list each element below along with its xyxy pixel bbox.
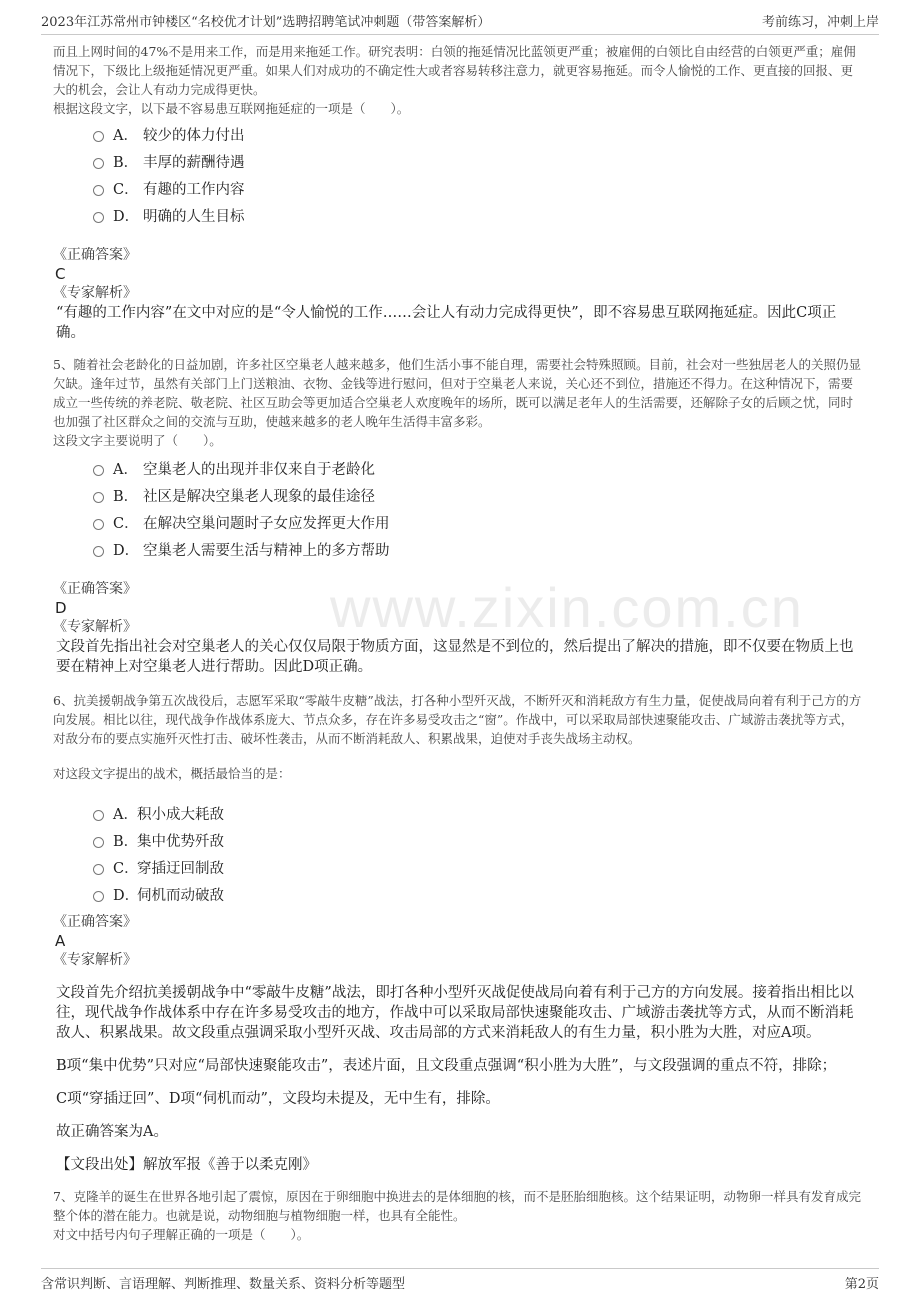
q5-ask: 这段文字主要说明了（ ）。 [53,433,222,448]
q4-option-d[interactable]: D． 明确的人生目标 [93,202,865,229]
q6-answer: A [55,932,66,950]
radio-icon[interactable] [93,492,104,503]
q4-answer: C [55,265,66,283]
radio-icon[interactable] [93,837,104,848]
q6-ask: 对这段文字提出的战术，概括最恰当的是： [53,766,291,781]
q5-option-d[interactable]: D． 空巢老人需要生活与精神上的多方帮助 [93,536,865,563]
q6-analysis-p3: C项“穿插迂回”、D项“伺机而动”，文段均未提及，无中生有，排除。 [56,1091,500,1107]
radio-icon[interactable] [93,465,104,476]
q6-source: 【文段出处】解放军报《善于以柔克刚》 [56,1157,317,1173]
q4-option-a[interactable]: A． 较少的体力付出 [93,121,865,148]
watermark: www.zixin.com.cn [330,576,804,639]
q5-option-a[interactable]: A． 空巢老人的出现并非仅来自于老龄化 [93,455,865,482]
q6-answer-label: 《正确答案》 [53,914,137,930]
q6-analysis-p2: B项“集中优势”只对应“局部快速聚能攻击”，表述片面，且文段重点强调“积小胜为大胜”，与文段强调的重点不符，排除； [56,1058,837,1074]
q6-analysis-label: 《专家解析》 [53,952,137,968]
page-header [41,8,879,35]
q6-option-b[interactable]: B． 集中优势歼敌 [93,827,865,854]
q4-option-c[interactable]: C． 有趣的工作内容 [93,175,865,202]
q4-ask: 根据这段文字，以下最不容易患互联网拖延症的一项是（ ）。 [53,101,410,116]
q7-ask: 对文中括号内句子理解正确的一项是（ ）。 [53,1227,310,1242]
radio-icon[interactable] [93,810,104,821]
q6-analysis-p1: 文段首先介绍抗美援朝战争中“零敲牛皮糖”战法，即打各种小型歼灭战促使战局向着有利于己方的方向发展。接着指出相比以往，现代战争作战体系中存在许多易受攻击的地方，作战中可以采取局部快速聚能攻击、广域游击袭扰等方式，从而不断消耗敌人、积累战果。故文段重点强调采取小型歼灭战、攻击局部的方式来消耗敌人的有生力量，积小胜为大胜，对应A项。 [56,985,854,1041]
radio-icon[interactable] [93,185,104,196]
q4-analysis-label: 《专家解析》 [53,285,137,301]
q5-answer: D [55,599,67,617]
radio-icon[interactable] [93,158,104,169]
q4-text: 而且上网时间的47%不是用来工作，而是用来拖延工作。研究表明：白领的拖延情况比蓝领更严重；被雇佣的白领比自由经营的白领更严重；雇佣情况下，下级比上级拖延情况更严重。如果人们对成功的不确定性大或者容易转移注意力，就更容易拖延。而令人愉悦的工作、更直接的回报、更大的机会，会让人有动力完成得更快。 [53,44,856,97]
footer-note: 含常识判断、言语理解、判断推理、数量关系、资料分析等题型 [41,1276,406,1292]
radio-icon[interactable] [93,864,104,875]
q6-option-c[interactable]: C． 穿插迂回制敌 [93,854,865,881]
page-content [53,42,865,1244]
q6-option-d[interactable]: D． 伺机而动破敌 [93,881,865,908]
q5-option-c[interactable]: C． 在解决空巢问题时子女应发挥更大作用 [93,509,865,536]
q5-answer-label: 《正确答案》 [53,581,137,597]
radio-icon[interactable] [93,131,104,142]
q5-option-b[interactable]: B． 社区是解决空巢老人现象的最佳途径 [93,482,865,509]
q6-text: 6、抗美援朝战争第五次战役后，志愿军采取“零敲牛皮糖”战法，打各种小型歼灭战，不断歼灭和消耗敌方有生力量，促使战局向着有利于己方的方向发展。相比以往，现代战争作战体系庞大、节点众多，存在许多易受攻击之“窗”。作战中，可以采取局部快速聚能攻击、广域游击袭扰等方式，对敌分布的要点实施歼灭性打击、破坏性袭击，从而不断消耗敌人、积累战果，迫使对手丧失战场主动权。 [53,693,862,746]
header-title: 2023年江苏常州市钟楼区“名校优才计划”选聘招聘笔试冲刺题（带答案解析） [41,15,491,30]
page-footer [41,1268,879,1293]
q4-analysis: “有趣的工作内容”在文中对应的是“令人愉悦的工作……会让人有动力完成得更快”，即不容易患互联网拖延症。因此C项正确。 [56,305,837,341]
q5-text: 5、随着社会老龄化的日益加剧，许多社区空巢老人越来越多，他们生活小事不能自理，需要社会特殊照顾。目前，社会对一些独居老人的关照仍显欠缺。逢年过节，虽然有关部门上门送粮油、衣物、金钱等进行慰问，但对于空巢老人来说，关心还不到位，措施还不得力。在这种情况下，需要成立一些传统的养老院、敬老院、社区互助会等更加适合空巢老人欢度晚年的场所，既可以满足老年人的生活需要，还解除子女的后顾之忧，同时也加强了社区群众之间的交流与互助，使越来越多的老人晚年生活得丰富多彩。 [53,357,861,429]
page-number: 第2页 [844,1276,879,1292]
q6-analysis-p4: 故正确答案为A。 [56,1124,168,1140]
q6-option-a[interactable]: A． 积小成大耗敌 [93,800,865,827]
q4-option-b[interactable]: B． 丰厚的薪酬待遇 [93,148,865,175]
radio-icon[interactable] [93,546,104,557]
radio-icon[interactable] [93,212,104,223]
header-slogan: 考前练习，冲刺上岸 [761,15,879,30]
q5-analysis-label: 《专家解析》 [53,619,137,635]
radio-icon[interactable] [93,519,104,530]
q7-text: 7、克隆羊的诞生在世界各地引起了震惊，原因在于卵细胞中换进去的是体细胞的核，而不是胚胎细胞核。这个结果证明，动物卵一样具有发育成完整个体的潜在能力。也就是说，动物细胞与植物细胞一样，也具有全能性。 [53,1189,861,1223]
radio-icon[interactable] [93,891,104,902]
q4-answer-label: 《正确答案》 [53,247,137,263]
q5-analysis: 文段首先指出社会对空巢老人的关心仅仅局限于物质方面，这显然是不到位的，然后提出了解决的措施，即不仅要在物质上也要在精神上对空巢老人进行帮助。因此D项正确。 [56,639,854,675]
